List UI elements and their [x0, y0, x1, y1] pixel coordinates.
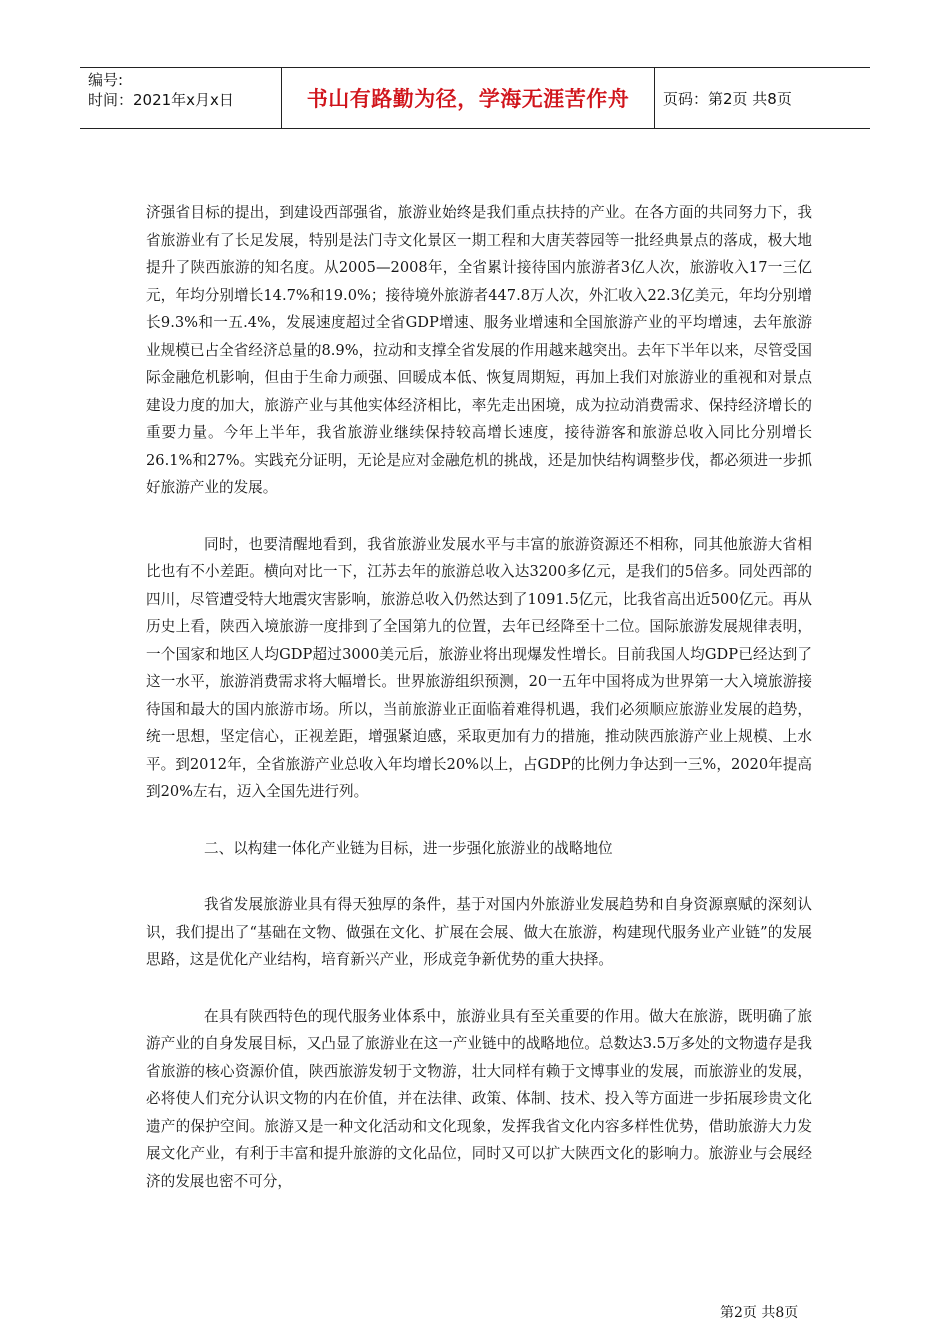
body-paragraph-2: 同时，也要清醒地看到，我省旅游业发展水平与丰富的旅游资源还不相称，同其他旅游大省相比也有不小差距。横向对比一下，江苏去年的旅游总收入达3200多亿元，是我们的5倍多。同处西部的四川，尽管遭受特大地震灾害影响，旅游总收入仍然达到了1091.5亿元，比我省高出近500亿元。再从历史上看，陕西入境旅游一度排到了全国第九的位置，去年已经降至十二位。国际旅游发展规律表明，一个国家和地区人均GDP超过3000美元后，旅游业将出现爆发性增长。目前我国人均GDP已经达到了这一水平，旅游消费需求将大幅增长。世界旅游组织预测，20一五年中国将成为世界第一大入境旅游接待国和最大的国内旅游市场。所以，当前旅游业正面临着难得机遇，我们必须顺应旅游业发展的趋势，统一思想，坚定信心，正视差距，增强紧迫感，采取更加有力的措施，推动陕西旅游产业上规模、上水平。到2012年，全省旅游产业总收入年均增长20%以上，占GDP的比例力争达到一三%，2020年提高到20%左右，迈入全国先进行列。: [146, 535, 812, 800]
body-paragraph-4: 在具有陕西特色的现代服务业体系中，旅游业具有至关重要的作用。做大在旅游，既明确了旅游产业的自身发展目标，又凸显了旅游业在这一产业链中的战略地位。总数达3.5万多处的文物遗存是我省旅游的核心资源价值，陕西旅游发轫于文物游，壮大同样有赖于文博事业的发展，而旅游业的发展，必将使人们充分认识文物的内在价值，并在法律、政策、体制、技术、投入等方面进一步拓展珍贵文化遗产的保护空间。旅游又是一种文化活动和文化现象，发挥我省文化内容多样性优势，借助旅游大力发展文化产业，有利于丰富和提升旅游的文化品位，同时又可以扩大陕西文化的影响力。旅游业与会展经济的发展也密不可分，: [146, 1007, 812, 1190]
document-body: [146, 199, 812, 1195]
page-footer-number: 第2页 共8页: [720, 1305, 799, 1321]
body-paragraph-1: 济强省目标的提出，到建设西部强省，旅游业始终是我们重点扶持的产业。在各方面的共同努力下，我省旅游业有了长足发展，特别是法门寺文化景区一期工程和大唐芙蓉园等一批经典景点的落成，极大地提升了陕西旅游的知名度。从2005—2008年，全省累计接待国内旅游者3亿人次，旅游收入17一三亿元，年均分别增长14.7%和19.0%；接待境外旅游者447.8万人次，外汇收入22.3亿美元，年均分别增长9.3%和一五.4%，发展速度超过全省GDP增速、服务业增速和全国旅游产业的平均增速，去年旅游业规模已占全省经济总量的8.9%，拉动和支撑全省发展的作用越来越突出。去年下半年以来，尽管受国际金融危机影响，但由于生命力顽强、回暖成本低、恢复周期短，再加上我们对旅游业的重视和对景点建设力度的加大，旅游产业与其他实体经济相比，率先走出困境，成为拉动消费需求、保持经济增长的重要力量。今年上半年，我省旅游业继续保持较高增长速度，接待游客和旅游总收入同比分别增长26.1%和27%。实践充分证明，无论是应对金融危机的挑战，还是加快结构调整步伐，都必须进一步抓好旅游产业的发展。: [146, 204, 812, 496]
document-number-label: 编号:: [88, 71, 124, 89]
header-motto: 书山有路勤为径，学海无涯苦作舟: [282, 68, 655, 128]
header-page-number: 页码：第2页 共8页: [663, 89, 792, 108]
document-date-label: 时间：2021年x月x日: [88, 91, 234, 109]
section-heading: 二、以构建一体化产业链为目标，进一步强化旅游业的战略地位: [204, 839, 613, 857]
body-paragraph-3: 我省发展旅游业具有得天独厚的条件，基于对国内外旅游业发展趋势和自身资源禀赋的深刻认识，我们提出了“基础在文物、做强在文化、扩展在会展、做大在旅游，构建现代服务业产业链”的发展思路，这是优化产业结构，培育新兴产业，形成竞争新优势的重大抉择。: [146, 896, 812, 968]
header-meta: [80, 68, 282, 128]
page-header: [80, 67, 870, 129]
